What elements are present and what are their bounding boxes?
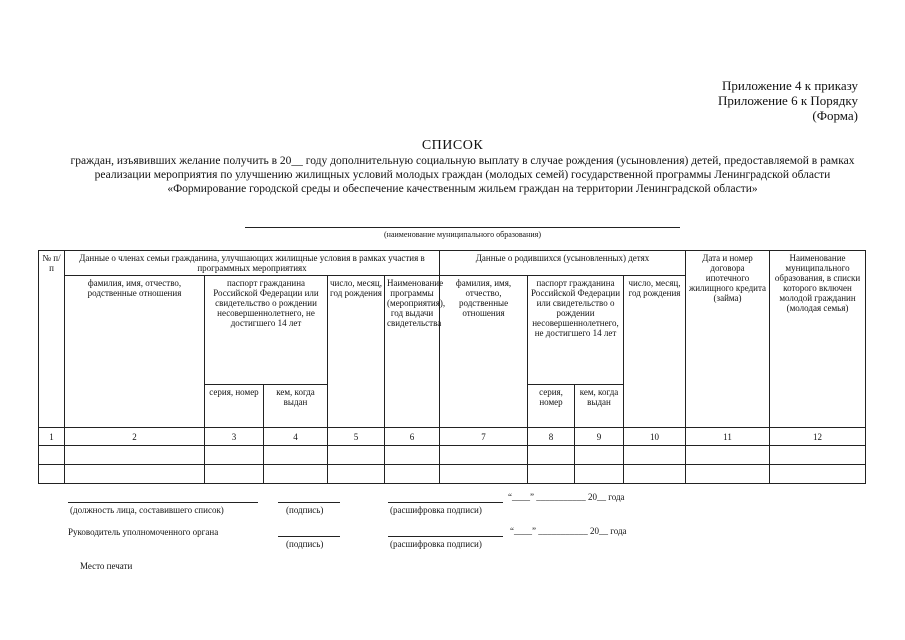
header-children-issued: кем, когда выдан	[575, 385, 624, 428]
table-cell	[65, 446, 205, 465]
table-cell	[624, 446, 686, 465]
appendix-line-3: (Форма)	[812, 108, 858, 123]
head-decode-caption: (расшифровка подписи)	[390, 539, 482, 549]
table-cell	[770, 465, 866, 484]
decode-line	[388, 502, 503, 503]
table-cell	[264, 465, 328, 484]
citizens-table	[38, 250, 866, 484]
table-row	[39, 465, 866, 484]
decode-caption: (расшифровка подписи)	[390, 505, 482, 515]
column-number: 4	[264, 428, 328, 446]
head-signature-line	[278, 536, 340, 537]
municipality-caption: (наименование муниципального образования)	[384, 230, 541, 239]
header-contract: Дата и номер договора ипотечного жилищного кредита (займа)	[686, 251, 770, 428]
header-members-dob: число, месяц, год рождения	[328, 276, 385, 428]
signature-caption: (подпись)	[286, 505, 324, 515]
table-cell	[65, 465, 205, 484]
table-cell	[770, 446, 866, 465]
column-number: 11	[686, 428, 770, 446]
table-cell	[440, 446, 528, 465]
header-children-group: Данные о родившихся (усыновленных) детях	[440, 251, 686, 276]
table-cell	[385, 446, 440, 465]
table-row	[39, 446, 866, 465]
column-number: 8	[528, 428, 575, 446]
column-number: 6	[385, 428, 440, 446]
document-subtitle: граждан, изъявивших желание получить в 20__ году дополнительную социальную выплату в случае рождения (усыновления) детей, предоставляемой в рамках реализации мероприятия по улучшению жилищных условий молодых граждан (молодых семей) государственной программы Ленинградской области «Формирование городской среды и обеспечение качественным жильем граждан на территории Ленинградской области»	[70, 155, 855, 195]
header-children-series: серия, номер	[528, 385, 575, 428]
header-members-passport: паспорт гражданина Российской Федерации или свидетельство о рождении несовершеннолетнего, не достигшего 14 лет	[205, 276, 328, 385]
head-decode-line	[388, 536, 503, 537]
header-children-fio: фамилия, имя, отчество, родственные отношения	[440, 276, 528, 428]
position-caption: (должность лица, составившего список)	[70, 505, 224, 515]
header-members-series: серия, номер	[205, 385, 264, 428]
table-cell	[205, 465, 264, 484]
municipality-line	[245, 227, 680, 228]
header-children-dob: число, месяц, год рождения	[624, 276, 686, 428]
position-line	[68, 502, 258, 503]
column-number: 1	[39, 428, 65, 446]
head-date-line: “____” ___________ 20__ года	[510, 526, 627, 536]
column-number: 3	[205, 428, 264, 446]
head-signature-caption: (подпись)	[286, 539, 324, 549]
column-number: 7	[440, 428, 528, 446]
header-children-passport: паспорт гражданина Российской Федерации или свидетельство о рождении несовершеннолетнего, не достигшего 14 лет	[528, 276, 624, 385]
table-cell	[528, 446, 575, 465]
header-members-fio: фамилия, имя, отчество, родственные отношения	[65, 276, 205, 428]
table-cell	[385, 465, 440, 484]
column-number: 9	[575, 428, 624, 446]
table-cell	[528, 465, 575, 484]
header-members-program: Наименование программы (мероприятия), год выдачи свидетельства	[385, 276, 440, 428]
appendix-header	[718, 78, 858, 123]
table-cell	[328, 465, 385, 484]
table-cell	[205, 446, 264, 465]
table-cell	[686, 446, 770, 465]
appendix-line-2: Приложение 6 к Порядку	[718, 93, 858, 108]
column-number: 12	[770, 428, 866, 446]
header-members-issued: кем, когда выдан	[264, 385, 328, 428]
table-cell	[575, 465, 624, 484]
table-cell	[39, 465, 65, 484]
signature-line	[278, 502, 340, 503]
stamp-place: Место печати	[80, 561, 133, 571]
header-members-group: Данные о членах семьи гражданина, улучшающих жилищные условия в рамках участия в программных мероприятиях	[65, 251, 440, 276]
column-number: 2	[65, 428, 205, 446]
date-line: “____” ___________ 20__ года	[508, 492, 625, 502]
table-cell	[328, 446, 385, 465]
table-cell	[624, 465, 686, 484]
table-cell	[440, 465, 528, 484]
appendix-line-1: Приложение 4 к приказу	[721, 78, 858, 93]
header-num: № п/п	[39, 251, 65, 428]
table-cell	[39, 446, 65, 465]
table-cell	[686, 465, 770, 484]
table-cell	[264, 446, 328, 465]
document-title: СПИСОК	[421, 138, 484, 153]
column-number: 10	[624, 428, 686, 446]
header-municipality: Наименование муниципального образования, в списки которого включен молодой гражданин (молодая семья)	[770, 251, 866, 428]
head-label: Руководитель уполномоченного органа	[68, 527, 219, 537]
table-cell	[575, 446, 624, 465]
column-number: 5	[328, 428, 385, 446]
